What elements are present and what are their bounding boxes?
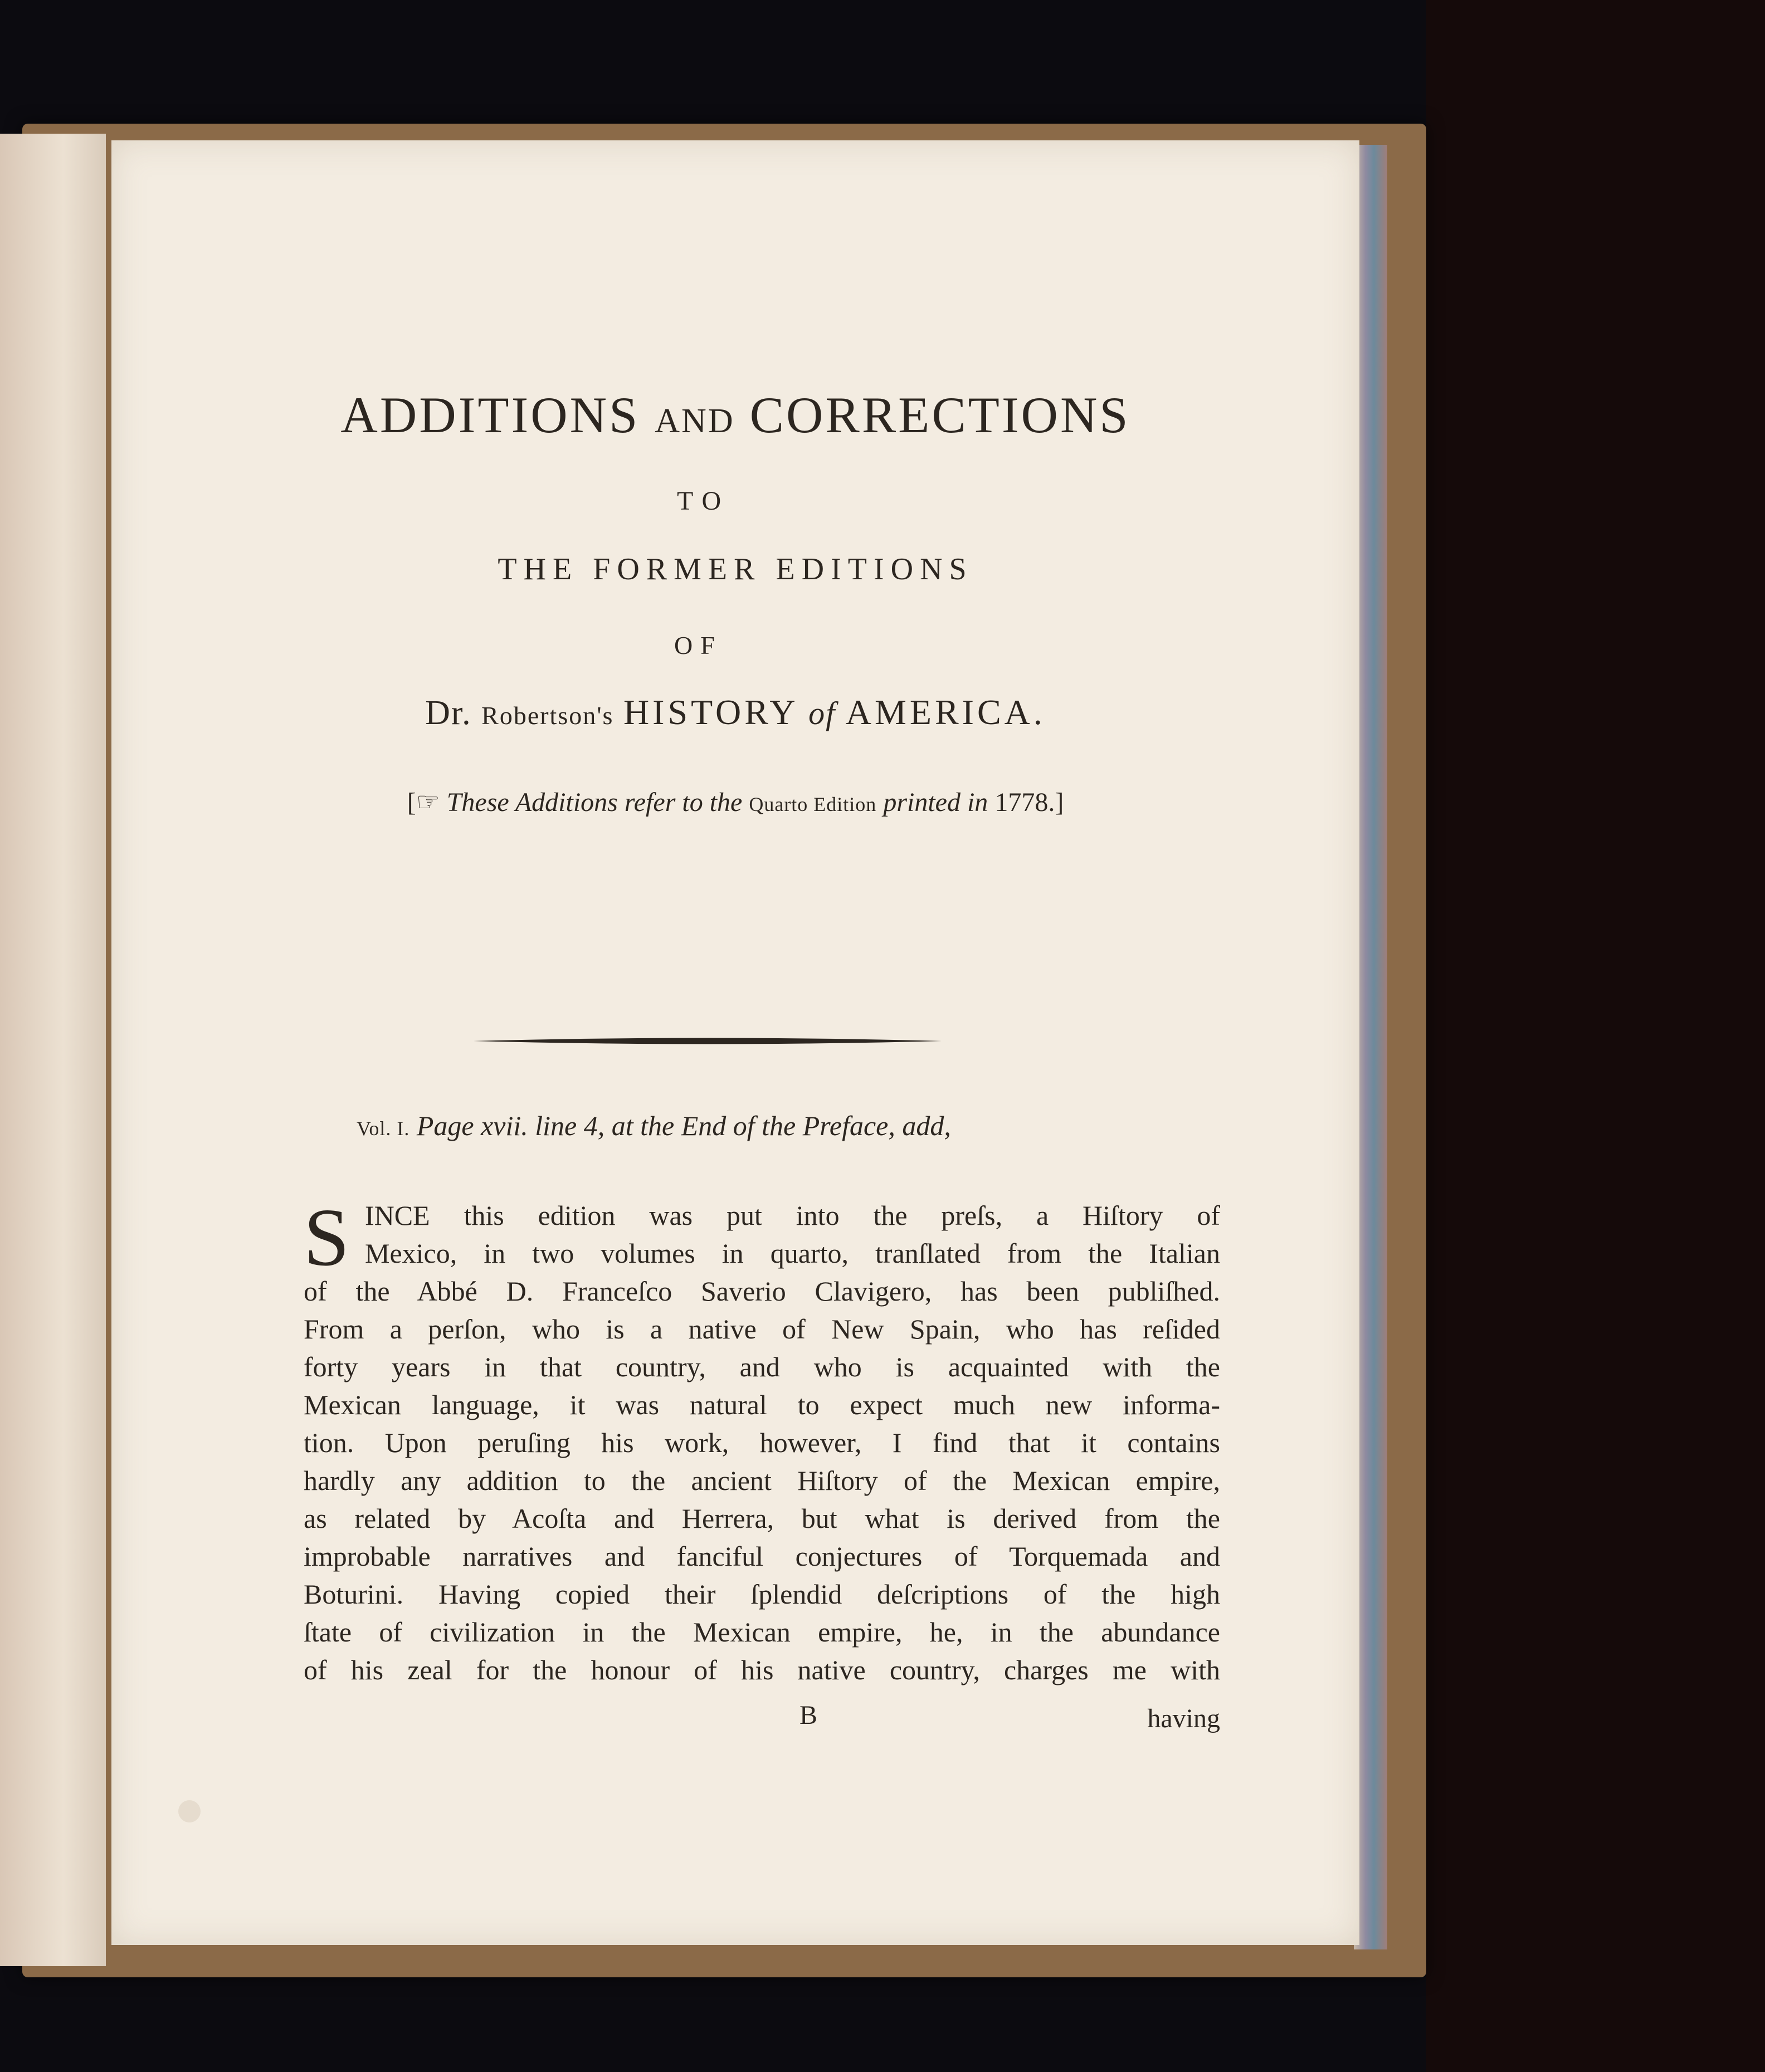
title-corrections: CORRECTIONS — [749, 387, 1130, 443]
paragraph-line: ſtate of civilization in the Mexican empire, he, in the abundance — [304, 1616, 1220, 1648]
page-title — [111, 385, 1359, 444]
signature-mark: B — [799, 1700, 818, 1730]
paragraph-line: tion. Upon peruſing his work, however, I find that it contains — [304, 1427, 1220, 1458]
paragraph-line: INCE this edition was put into the preſs, a Hiſtory of — [365, 1200, 1220, 1231]
background-right — [1426, 0, 1765, 2072]
note-italic-1: These Additions refer to the — [446, 788, 743, 817]
title-history — [111, 692, 1359, 733]
paragraph-line: hardly any addition to the ancient Hiſtory of the Mexican empire, — [304, 1465, 1220, 1496]
vol-reference: Page xvii. line 4, at the End of the Preface, add, — [416, 1110, 951, 1141]
page-stain — [178, 1800, 201, 1822]
title-former-editions: THE FORMER EDITIONS — [498, 552, 973, 587]
title-to: TO — [677, 486, 730, 516]
author-dr: Dr. — [425, 694, 472, 732]
drop-cap: S — [304, 1192, 350, 1283]
author-name: Robertson's — [481, 701, 614, 730]
ornamental-rule — [474, 1037, 942, 1045]
book-page — [111, 140, 1359, 1945]
paragraph-line: of his zeal for the honour of his native country, charges me with — [304, 1654, 1220, 1685]
note-year: 1778.] — [994, 788, 1064, 817]
note-quarto: Quarto Edition — [749, 793, 877, 815]
note-open: [☞ — [407, 788, 440, 817]
volume-heading — [357, 1110, 951, 1142]
history-america: AMERICA. — [845, 692, 1046, 732]
paragraph-line: improbable narratives and fanciful conjectures of Torquemada and — [304, 1541, 1220, 1572]
title-additions: ADDITIONS — [340, 387, 640, 443]
title-and: AND — [655, 402, 735, 440]
paragraph-line: Mexican language, it was natural to expect much new informa- — [304, 1389, 1220, 1420]
paragraph-line: Boturini. Having copied their ſplendid deſcriptions of the high — [304, 1579, 1220, 1610]
paragraph-line: Mexico, in two volumes in quarto, tranſlated from the Italian — [365, 1238, 1220, 1269]
body-paragraph — [304, 1192, 1220, 1689]
edition-note — [111, 786, 1359, 818]
left-page-edge — [0, 134, 106, 1966]
history-of: of — [808, 695, 836, 731]
paragraph-line: as related by Acoſta and Herrera, but what is derived from the — [304, 1503, 1220, 1534]
note-italic-2: printed in — [883, 788, 988, 817]
vol-label: Vol. I. — [357, 1117, 410, 1140]
title-of: OF — [674, 631, 723, 659]
paragraph-line: of the Abbé D. Franceſco Saverio Clavigero, has been publiſhed. — [304, 1276, 1220, 1307]
paragraph-line: forty years in that country, and who is acquainted with the — [304, 1351, 1220, 1382]
catchword: having — [1147, 1704, 1220, 1733]
paragraph-line: From a perſon, who is a native of New Spain, who has reſided — [304, 1313, 1220, 1345]
history-word: HISTORY — [623, 692, 799, 732]
